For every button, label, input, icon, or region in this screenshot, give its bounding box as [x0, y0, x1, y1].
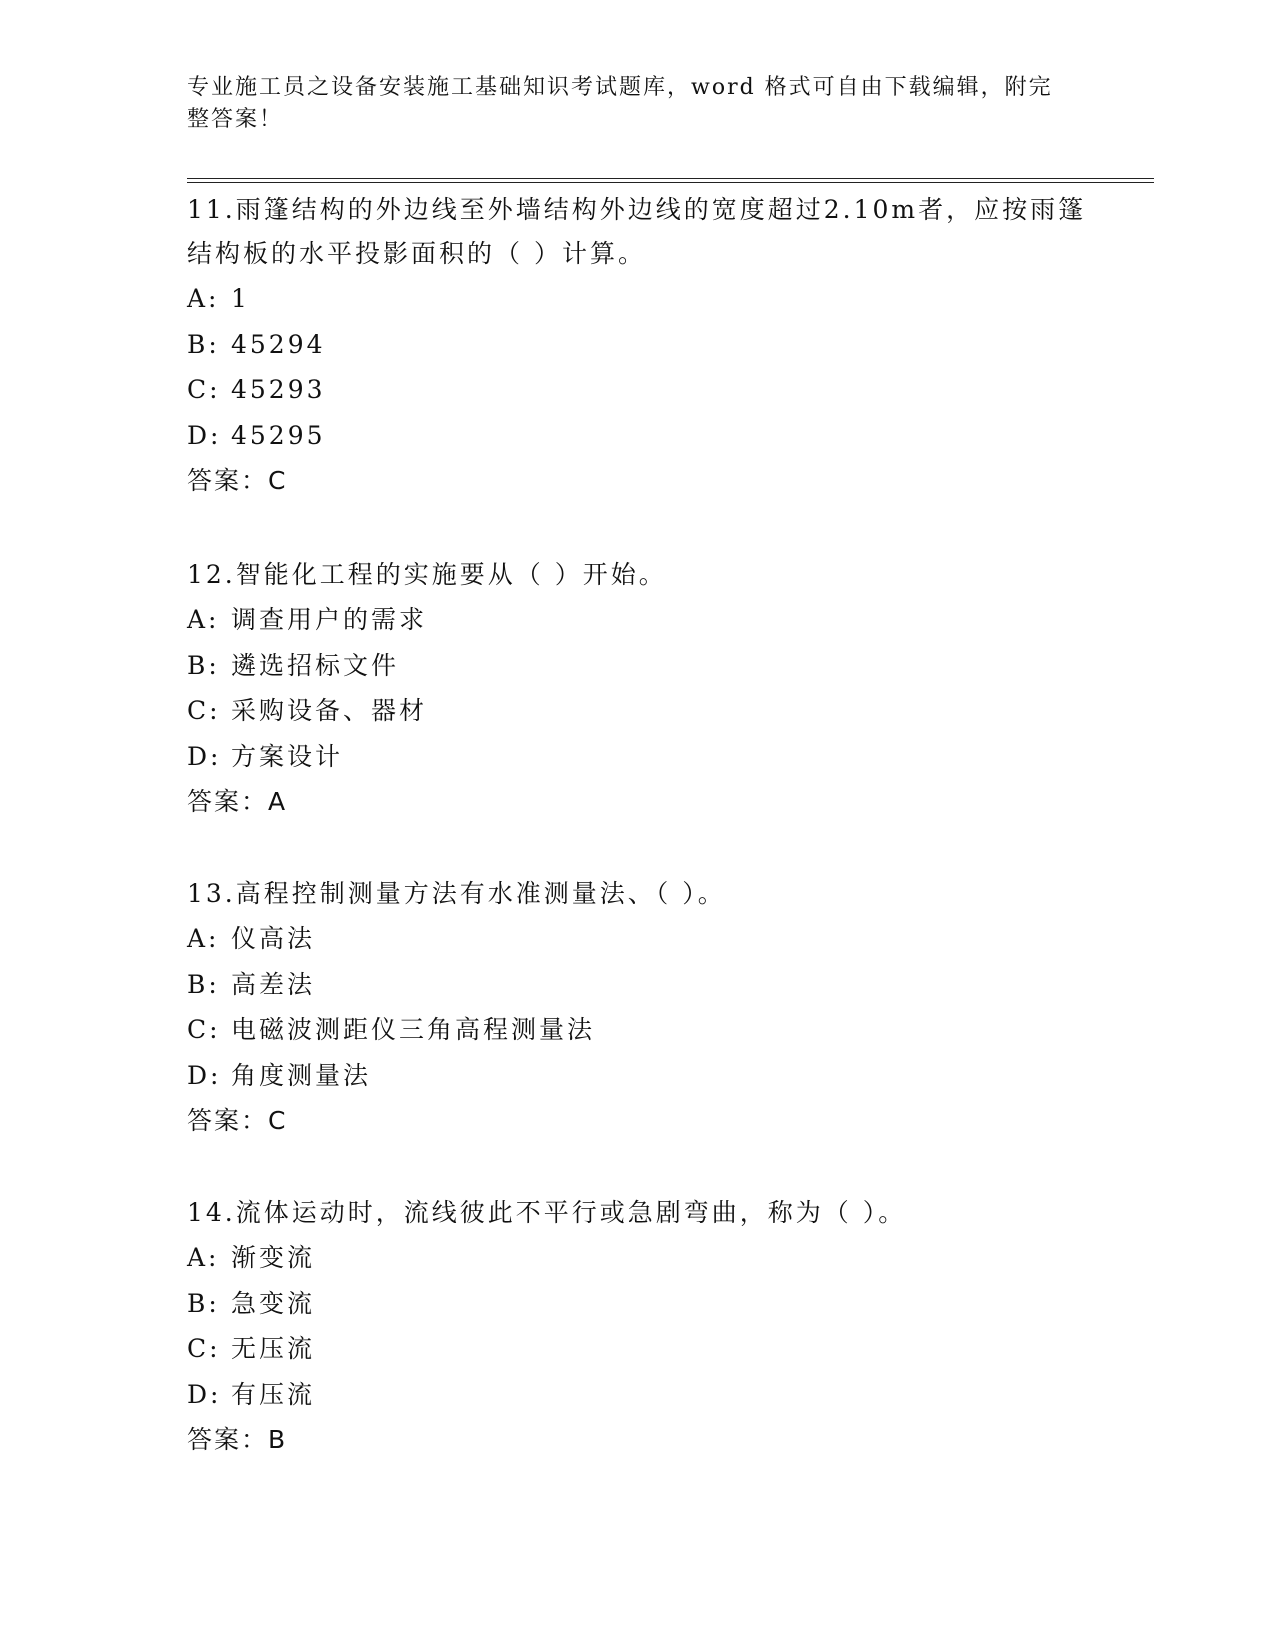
- option-d: [187, 1372, 1087, 1418]
- option-text: 遴选招标文件: [231, 650, 400, 680]
- option-letter: D:: [187, 741, 222, 771]
- option-d: [187, 734, 1087, 780]
- option-letter: D:: [187, 1379, 222, 1409]
- option-letter: C:: [187, 696, 221, 725]
- option-text: 高差法: [231, 969, 316, 999]
- answer-line: 答案：A: [187, 787, 288, 816]
- option-c: [187, 1326, 1087, 1372]
- option-text: 方案设计: [231, 741, 344, 771]
- answer-line: 答案：C: [187, 466, 288, 495]
- option-text: 角度测量法: [231, 1060, 372, 1090]
- option-d: [187, 1053, 1087, 1099]
- document-header: [187, 72, 1067, 136]
- answer-line: 答案：B: [187, 1425, 288, 1454]
- option-a: [187, 1235, 1087, 1281]
- option-b: [187, 962, 1087, 1008]
- option-text: 采购设备、器材: [231, 696, 428, 725]
- option-b: [187, 322, 1087, 368]
- option-text: 急变流: [231, 1288, 316, 1318]
- question-stem: 13.高程控制测量方法有水准测量法、（ ）。: [187, 879, 726, 908]
- option-text: 有压流: [231, 1379, 316, 1409]
- option-c: [187, 1007, 1087, 1053]
- option-text: 45295: [231, 420, 326, 450]
- option-letter: D:: [187, 420, 222, 450]
- option-c: [187, 367, 1087, 413]
- option-d: [187, 413, 1087, 459]
- option-a: [187, 597, 1087, 643]
- header-divider-top: [187, 178, 1154, 179]
- option-text: 1: [231, 284, 250, 313]
- option-letter: B:: [187, 650, 220, 680]
- option-letter: C:: [187, 375, 221, 404]
- option-text: 无压流: [231, 1334, 316, 1363]
- option-a: [187, 276, 1087, 322]
- option-text: 45294: [231, 329, 326, 359]
- option-letter: B:: [187, 1288, 220, 1318]
- option-letter: B:: [187, 329, 220, 359]
- question-block: [187, 1191, 1087, 1463]
- option-letter: A:: [187, 605, 220, 634]
- question-block: [187, 553, 1087, 825]
- question-stem: 14.流体运动时，流线彼此不平行或急剧弯曲，称为（ ）。: [187, 1198, 907, 1227]
- option-text: 调查用户的需求: [231, 605, 428, 634]
- option-text: 电磁波测距仪三角高程测量法: [231, 1015, 596, 1044]
- option-b: [187, 643, 1087, 689]
- header-divider-bottom: [187, 182, 1154, 183]
- question-stem: 11.雨篷结构的外边线至外墙结构外边线的宽度超过2.10m者，应按雨篷结构板的水平投影面积的（ ）计算。: [187, 195, 1087, 268]
- option-text: 仪高法: [231, 924, 316, 953]
- question-block: [187, 872, 1087, 1144]
- option-a: [187, 916, 1087, 962]
- option-letter: A:: [187, 284, 220, 313]
- question-stem: 12.智能化工程的实施要从（ ）开始。: [187, 560, 667, 589]
- option-c: [187, 688, 1087, 734]
- option-letter: A:: [187, 1243, 220, 1272]
- option-letter: C:: [187, 1334, 221, 1363]
- header-line-1: 专业施工员之设备安装施工基础知识考试题库，word 格式可自由下载编辑，附完: [187, 75, 1053, 100]
- option-text: 渐变流: [231, 1243, 316, 1272]
- option-letter: B:: [187, 969, 220, 999]
- answer-line: 答案：C: [187, 1106, 288, 1135]
- option-letter: D:: [187, 1060, 222, 1090]
- option-letter: A:: [187, 924, 220, 953]
- question-block: [187, 188, 1087, 504]
- option-letter: C:: [187, 1015, 221, 1044]
- option-b: [187, 1281, 1087, 1327]
- option-text: 45293: [231, 375, 326, 404]
- header-line-2: 整答案！: [187, 107, 284, 132]
